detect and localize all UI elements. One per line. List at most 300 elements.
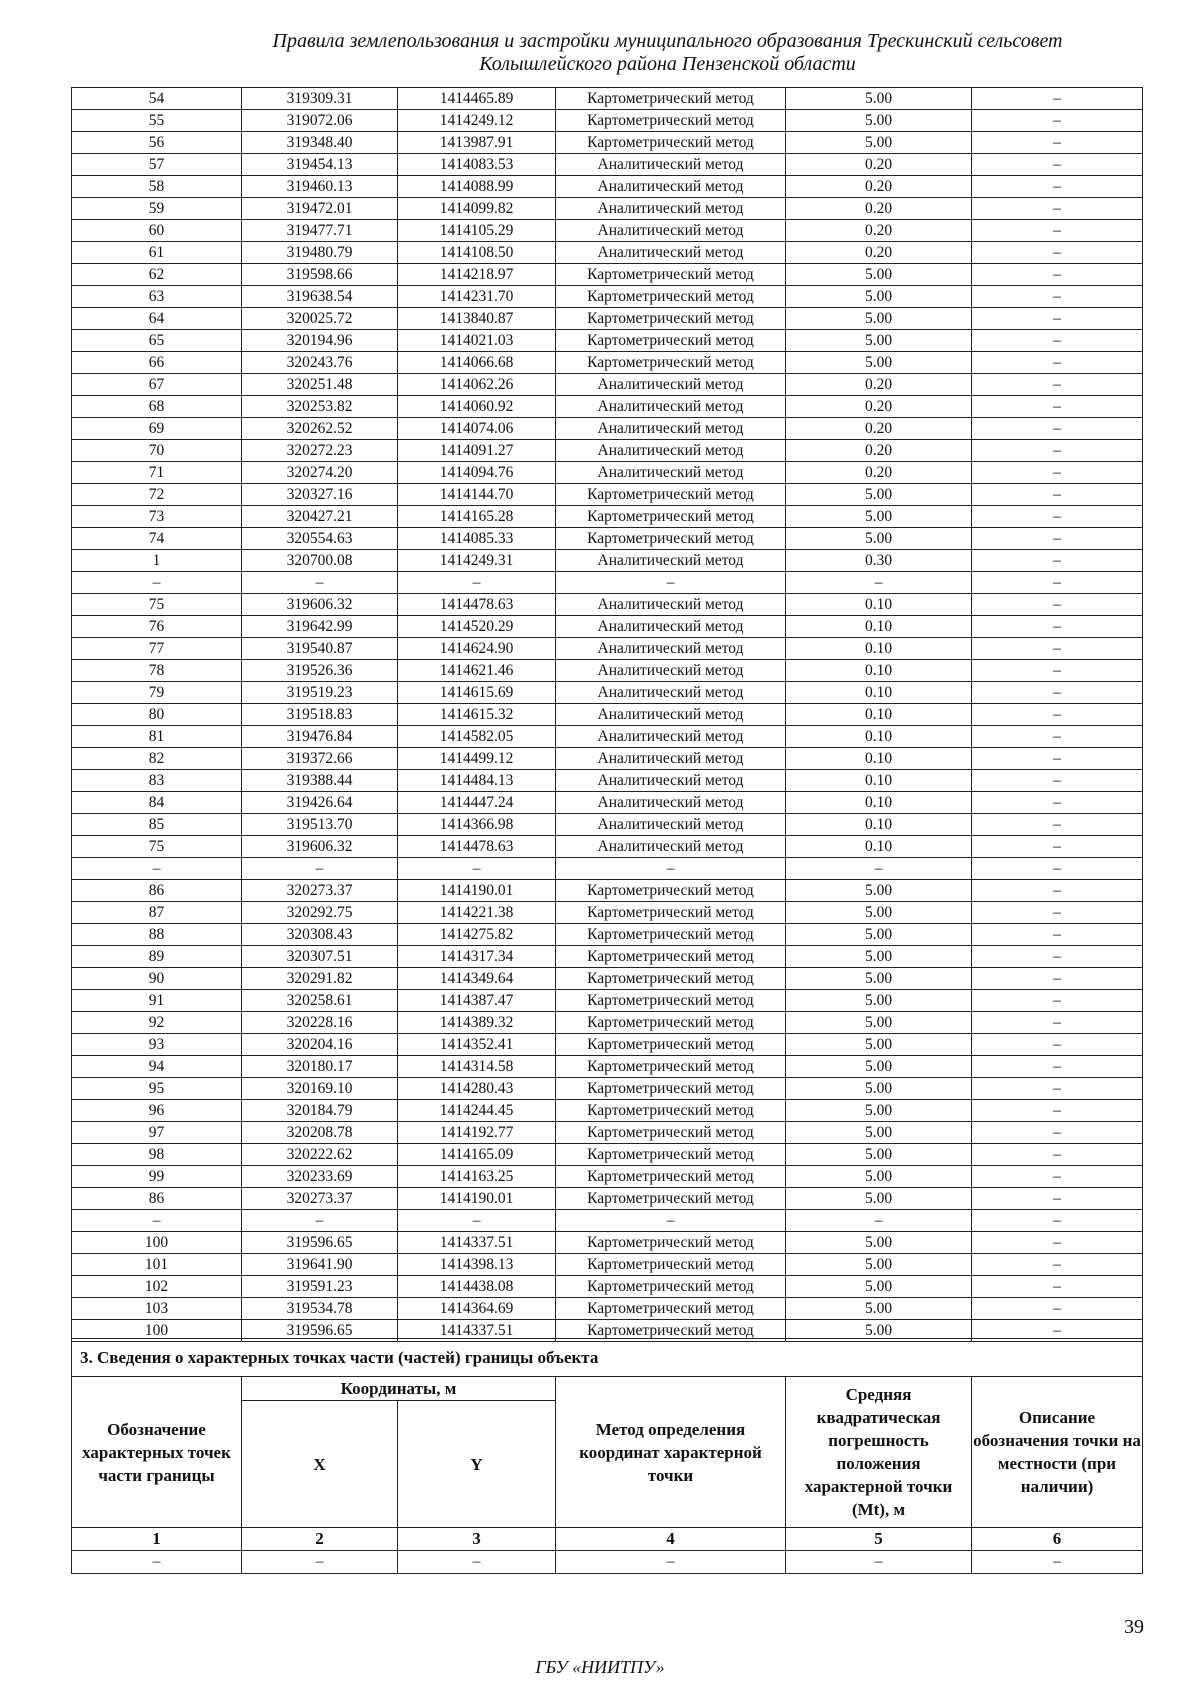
y-coordinate-cell: 1414099.82 [398, 198, 556, 220]
header-error: Средняя квадратическая погрешность положения характерной точки (Mt), м [786, 1377, 972, 1528]
method-cell: Аналитический метод [556, 594, 786, 616]
point-id-cell: 79 [72, 682, 242, 704]
description-cell: – [972, 1078, 1143, 1100]
point-id-cell: 70 [72, 440, 242, 462]
error-cell: 5.00 [786, 1100, 972, 1122]
method-cell: Аналитический метод [556, 726, 786, 748]
x-coordinate-cell: 319348.40 [242, 132, 398, 154]
point-id-cell: 74 [72, 528, 242, 550]
table-row [72, 462, 1143, 484]
y-coordinate-cell: 1414314.58 [398, 1056, 556, 1078]
error-cell: 0.20 [786, 462, 972, 484]
error-cell: 0.10 [786, 726, 972, 748]
table-row [72, 528, 1143, 550]
method-cell: Картометрический метод [556, 1166, 786, 1188]
page-number: 39 [1124, 1616, 1144, 1638]
y-coordinate-cell: 1414085.33 [398, 528, 556, 550]
error-cell: 0.10 [786, 682, 972, 704]
description-cell: – [972, 1298, 1143, 1320]
method-cell: Картометрический метод [556, 1232, 786, 1254]
description-cell: – [972, 660, 1143, 682]
column-number: 4 [556, 1528, 786, 1551]
point-id-cell: 100 [72, 1232, 242, 1254]
x-coordinate-cell: 320228.16 [242, 1012, 398, 1034]
table-row [72, 814, 1143, 836]
x-coordinate-cell: 319596.65 [242, 1232, 398, 1254]
error-cell: 0.20 [786, 396, 972, 418]
error-cell: 5.00 [786, 132, 972, 154]
error-cell: 5.00 [786, 1254, 972, 1276]
point-id-cell: 76 [72, 616, 242, 638]
part-boundary-points-table [71, 1338, 1143, 1574]
point-id-cell: 69 [72, 418, 242, 440]
y-coordinate-cell: – [398, 858, 556, 880]
point-id-cell: 95 [72, 1078, 242, 1100]
description-cell: – [972, 396, 1143, 418]
x-coordinate-cell: 319472.01 [242, 198, 398, 220]
point-id-cell: 96 [72, 1100, 242, 1122]
method-cell: Аналитический метод [556, 550, 786, 572]
point-id-cell: 61 [72, 242, 242, 264]
method-cell: Аналитический метод [556, 220, 786, 242]
x-coordinate-cell: 319526.36 [242, 660, 398, 682]
error-cell: 0.10 [786, 792, 972, 814]
description-cell: – [972, 154, 1143, 176]
table-row [72, 594, 1143, 616]
point-id-cell: 59 [72, 198, 242, 220]
point-id-cell: 101 [72, 1254, 242, 1276]
description-cell: – [972, 1034, 1143, 1056]
method-cell: Аналитический метод [556, 748, 786, 770]
x-coordinate-cell: 320222.62 [242, 1144, 398, 1166]
point-id-cell: 85 [72, 814, 242, 836]
y-coordinate-cell: 1414249.12 [398, 110, 556, 132]
error-cell: 5.00 [786, 330, 972, 352]
table-row [72, 110, 1143, 132]
method-cell: Картометрический метод [556, 330, 786, 352]
method-cell: Картометрический метод [556, 1320, 786, 1342]
y-coordinate-cell: 1414465.89 [398, 88, 556, 110]
description-cell: – [972, 1254, 1143, 1276]
method-cell: Картометрический метод [556, 308, 786, 330]
y-coordinate-cell: 1414105.29 [398, 220, 556, 242]
y-coordinate-cell: 1414387.47 [398, 990, 556, 1012]
table-row [72, 330, 1143, 352]
method-cell: Аналитический метод [556, 660, 786, 682]
y-coordinate-cell: 1414144.70 [398, 484, 556, 506]
y-coordinate-cell: – [398, 1210, 556, 1232]
table-row [72, 726, 1143, 748]
error-cell: 5.00 [786, 484, 972, 506]
x-coordinate-cell: 320274.20 [242, 462, 398, 484]
y-coordinate-cell: 1414478.63 [398, 836, 556, 858]
x-coordinate-cell: 319388.44 [242, 770, 398, 792]
method-cell: Аналитический метод [556, 814, 786, 836]
x-coordinate-cell: 319072.06 [242, 110, 398, 132]
method-cell: Картометрический метод [556, 1100, 786, 1122]
description-cell: – [972, 176, 1143, 198]
x-coordinate-cell: 320307.51 [242, 946, 398, 968]
x-coordinate-cell: 320262.52 [242, 418, 398, 440]
table-row [72, 990, 1143, 1012]
point-id-cell: 86 [72, 1188, 242, 1210]
y-coordinate-cell: 1414074.06 [398, 418, 556, 440]
description-cell: – [972, 506, 1143, 528]
table-row [72, 660, 1143, 682]
x-coordinate-cell: 320169.10 [242, 1078, 398, 1100]
point-id-cell: 67 [72, 374, 242, 396]
y-coordinate-cell: 1414165.28 [398, 506, 556, 528]
description-cell: – [972, 572, 1143, 594]
description-cell: – [972, 550, 1143, 572]
y-coordinate-cell: 1414615.32 [398, 704, 556, 726]
table-row [72, 308, 1143, 330]
table-row [72, 858, 1143, 880]
description-cell: – [972, 220, 1143, 242]
y-coordinate-cell: 1414108.50 [398, 242, 556, 264]
point-id-cell: 86 [72, 880, 242, 902]
point-id-cell: 84 [72, 792, 242, 814]
point-id-cell: 62 [72, 264, 242, 286]
header-coordinates: Координаты, м [242, 1377, 556, 1401]
error-cell: 5.00 [786, 880, 972, 902]
method-cell: Картометрический метод [556, 902, 786, 924]
point-id-cell: 103 [72, 1298, 242, 1320]
table-row [72, 1056, 1143, 1078]
error-cell: 5.00 [786, 924, 972, 946]
point-id-cell: 68 [72, 396, 242, 418]
x-coordinate-cell: 320291.82 [242, 968, 398, 990]
method-cell: Аналитический метод [556, 792, 786, 814]
y-coordinate-cell: 1414218.97 [398, 264, 556, 286]
method-cell: Картометрический метод [556, 1276, 786, 1298]
description-cell: – [972, 374, 1143, 396]
y-coordinate-cell: 1414447.24 [398, 792, 556, 814]
x-coordinate-cell: 320025.72 [242, 308, 398, 330]
method-cell: Аналитический метод [556, 242, 786, 264]
method-cell: Картометрический метод [556, 528, 786, 550]
method-cell: Аналитический метод [556, 418, 786, 440]
table-row [72, 682, 1143, 704]
method-cell: Картометрический метод [556, 990, 786, 1012]
error-cell: 5.00 [786, 88, 972, 110]
point-id-cell: 73 [72, 506, 242, 528]
boundary-points-table-body [72, 88, 1143, 1342]
x-coordinate-cell: 319540.87 [242, 638, 398, 660]
x-coordinate-cell: 319606.32 [242, 836, 398, 858]
y-coordinate-cell: 1414349.64 [398, 968, 556, 990]
table-row [72, 440, 1143, 462]
point-id-cell: 77 [72, 638, 242, 660]
method-cell: Картометрический метод [556, 264, 786, 286]
error-cell: 5.00 [786, 968, 972, 990]
error-cell: 5.00 [786, 1320, 972, 1342]
description-cell: – [972, 704, 1143, 726]
error-cell: 5.00 [786, 308, 972, 330]
table-row [72, 374, 1143, 396]
point-id-cell: 72 [72, 484, 242, 506]
column-number: 3 [398, 1528, 556, 1551]
error-cell: 0.10 [786, 748, 972, 770]
description-cell: – [972, 440, 1143, 462]
column-number: 1 [72, 1528, 242, 1551]
description-cell: – [972, 330, 1143, 352]
description-cell: – [972, 770, 1143, 792]
x-coordinate-cell: 320272.23 [242, 440, 398, 462]
error-cell: 5.00 [786, 1012, 972, 1034]
error-cell: 0.20 [786, 198, 972, 220]
table-row [72, 88, 1143, 110]
x-coordinate-cell: 319460.13 [242, 176, 398, 198]
error-cell: 5.00 [786, 946, 972, 968]
point-id-cell: 81 [72, 726, 242, 748]
point-id-cell: 99 [72, 1166, 242, 1188]
method-cell: Аналитический метод [556, 198, 786, 220]
point-id-cell: 64 [72, 308, 242, 330]
header-x: X [242, 1401, 398, 1528]
description-cell: – [972, 792, 1143, 814]
description-cell: – [972, 110, 1143, 132]
description-cell: – [972, 1276, 1143, 1298]
point-id-cell: 57 [72, 154, 242, 176]
table-row [72, 748, 1143, 770]
y-coordinate-cell: 1414582.05 [398, 726, 556, 748]
description-cell: – [972, 1232, 1143, 1254]
y-coordinate-cell: 1414621.46 [398, 660, 556, 682]
x-coordinate-cell: 320204.16 [242, 1034, 398, 1056]
point-id-cell: 56 [72, 132, 242, 154]
y-coordinate-cell: 1414438.08 [398, 1276, 556, 1298]
point-id-cell: 78 [72, 660, 242, 682]
point-id-cell: 82 [72, 748, 242, 770]
table-row [72, 924, 1143, 946]
x-coordinate-cell: 320208.78 [242, 1122, 398, 1144]
y-coordinate-cell: 1414499.12 [398, 748, 556, 770]
method-cell: Аналитический метод [556, 374, 786, 396]
description-cell: – [972, 308, 1143, 330]
x-coordinate-cell: 320700.08 [242, 550, 398, 572]
table-row [72, 836, 1143, 858]
table-row [72, 132, 1143, 154]
error-cell: 0.20 [786, 176, 972, 198]
error-cell: 5.00 [786, 506, 972, 528]
table-row [72, 902, 1143, 924]
table-row [72, 396, 1143, 418]
point-id-cell: 75 [72, 594, 242, 616]
x-coordinate-cell: 319598.66 [242, 264, 398, 286]
description-cell: – [972, 242, 1143, 264]
point-id-cell: 75 [72, 836, 242, 858]
error-cell: 0.20 [786, 154, 972, 176]
error-cell: 5.00 [786, 902, 972, 924]
description-cell: – [972, 594, 1143, 616]
y-coordinate-cell: 1414615.69 [398, 682, 556, 704]
method-cell: – [556, 572, 786, 594]
column-number: 2 [242, 1528, 398, 1551]
point-id-cell: 93 [72, 1034, 242, 1056]
method-cell: Картометрический метод [556, 1012, 786, 1034]
table-row [72, 1012, 1143, 1034]
table-row [72, 1254, 1143, 1276]
header-description: Описание обозначения точки на местности (при наличии) [972, 1377, 1143, 1528]
x-coordinate-cell: 320180.17 [242, 1056, 398, 1078]
x-coordinate-cell: 320184.79 [242, 1100, 398, 1122]
table-row [72, 352, 1143, 374]
x-coordinate-cell: 319513.70 [242, 814, 398, 836]
y-coordinate-cell: 1414624.90 [398, 638, 556, 660]
description-cell: – [972, 946, 1143, 968]
y-coordinate-cell: 1414088.99 [398, 176, 556, 198]
y-coordinate-cell: 1414083.53 [398, 154, 556, 176]
table-row [72, 264, 1143, 286]
header-line-1: Правила землепользования и застройки муниципального образования Трескинский сельсовет [272, 30, 1063, 52]
y-coordinate-cell: 1414337.51 [398, 1232, 556, 1254]
description-cell: – [972, 352, 1143, 374]
method-cell: Картометрический метод [556, 968, 786, 990]
method-cell: Картометрический метод [556, 286, 786, 308]
error-cell: 5.00 [786, 286, 972, 308]
method-cell: Картометрический метод [556, 880, 786, 902]
method-cell: Картометрический метод [556, 506, 786, 528]
y-coordinate-cell: 1414244.45 [398, 1100, 556, 1122]
y-coordinate-cell: 1414231.70 [398, 286, 556, 308]
y-coordinate-cell: 1414163.25 [398, 1166, 556, 1188]
description-cell: – [972, 1320, 1143, 1342]
table-row [72, 572, 1143, 594]
document-footer: ГБУ «НИИТПУ» [535, 1657, 665, 1677]
description-cell: – [972, 462, 1143, 484]
table-row [72, 1100, 1143, 1122]
point-id-cell: 58 [72, 176, 242, 198]
x-coordinate-cell: 319372.66 [242, 748, 398, 770]
description-cell: – [972, 1100, 1143, 1122]
x-coordinate-cell: 319641.90 [242, 1254, 398, 1276]
error-cell: – [786, 572, 972, 594]
error-cell: 5.00 [786, 1056, 972, 1078]
x-coordinate-cell: 320327.16 [242, 484, 398, 506]
table-row [72, 1166, 1143, 1188]
x-coordinate-cell: 320194.96 [242, 330, 398, 352]
method-cell: Аналитический метод [556, 396, 786, 418]
method-cell: – [556, 1210, 786, 1232]
description-cell: – [972, 858, 1143, 880]
method-cell: Аналитический метод [556, 154, 786, 176]
error-cell: 5.00 [786, 1232, 972, 1254]
description-cell: – [972, 1188, 1143, 1210]
error-cell: 5.00 [786, 110, 972, 132]
y-coordinate-cell: 1413840.87 [398, 308, 556, 330]
description-cell: – [972, 1144, 1143, 1166]
error-cell: 5.00 [786, 1276, 972, 1298]
column-number: 5 [786, 1528, 972, 1551]
description-cell: – [972, 1012, 1143, 1034]
error-cell: 0.10 [786, 638, 972, 660]
error-cell: 5.00 [786, 1166, 972, 1188]
header-method: Метод определения координат характерной точки [556, 1377, 786, 1528]
method-cell: Картометрический метод [556, 1034, 786, 1056]
point-id-cell: 98 [72, 1144, 242, 1166]
y-coordinate-cell: 1413987.91 [398, 132, 556, 154]
x-coordinate-cell: – [242, 858, 398, 880]
x-coordinate-cell: 319477.71 [242, 220, 398, 242]
y-coordinate-cell: 1414062.26 [398, 374, 556, 396]
x-coordinate-cell: 320233.69 [242, 1166, 398, 1188]
error-cell: 0.20 [786, 220, 972, 242]
y-coordinate-cell: 1414190.01 [398, 880, 556, 902]
error-cell: 5.00 [786, 1144, 972, 1166]
method-cell: Картометрический метод [556, 132, 786, 154]
point-id-cell: 90 [72, 968, 242, 990]
point-id-cell: 91 [72, 990, 242, 1012]
table-row [72, 968, 1143, 990]
x-coordinate-cell: 319480.79 [242, 242, 398, 264]
method-cell: Аналитический метод [556, 682, 786, 704]
empty-cell: – [72, 1551, 242, 1574]
table-row [72, 198, 1143, 220]
y-coordinate-cell: 1414091.27 [398, 440, 556, 462]
method-cell: Картометрический метод [556, 1144, 786, 1166]
method-cell: – [556, 858, 786, 880]
header-y: Y [398, 1401, 556, 1528]
description-cell: – [972, 484, 1143, 506]
table-row [72, 946, 1143, 968]
y-coordinate-cell: 1414221.38 [398, 902, 556, 924]
description-cell: – [972, 528, 1143, 550]
section-3-title: 3. Сведения о характерных точках части (частей) границы объекта [72, 1339, 1143, 1377]
description-cell: – [972, 418, 1143, 440]
y-coordinate-cell: 1414398.13 [398, 1254, 556, 1276]
description-cell: – [972, 638, 1143, 660]
description-cell: – [972, 748, 1143, 770]
description-cell: – [972, 1122, 1143, 1144]
x-coordinate-cell: 320308.43 [242, 924, 398, 946]
point-id-cell: 66 [72, 352, 242, 374]
description-cell: – [972, 902, 1143, 924]
table-row [72, 704, 1143, 726]
description-cell: – [972, 88, 1143, 110]
table-row [72, 506, 1143, 528]
table-row [72, 1276, 1143, 1298]
method-cell: Аналитический метод [556, 836, 786, 858]
error-cell: 5.00 [786, 1034, 972, 1056]
y-coordinate-cell: 1414190.01 [398, 1188, 556, 1210]
description-cell: – [972, 968, 1143, 990]
x-coordinate-cell: 319534.78 [242, 1298, 398, 1320]
error-cell: 5.00 [786, 528, 972, 550]
error-cell: 5.00 [786, 264, 972, 286]
point-id-cell: 88 [72, 924, 242, 946]
x-coordinate-cell: – [242, 572, 398, 594]
table-row [72, 638, 1143, 660]
point-id-cell: 97 [72, 1122, 242, 1144]
table-row [72, 1034, 1143, 1056]
table-row [72, 550, 1143, 572]
table-row [72, 176, 1143, 198]
method-cell: Картометрический метод [556, 1056, 786, 1078]
point-id-cell: 55 [72, 110, 242, 132]
point-id-cell: 94 [72, 1056, 242, 1078]
error-cell: 5.00 [786, 1188, 972, 1210]
table-row [72, 1188, 1143, 1210]
point-id-cell: 71 [72, 462, 242, 484]
y-coordinate-cell: 1414060.92 [398, 396, 556, 418]
description-cell: – [972, 286, 1143, 308]
method-cell: Аналитический метод [556, 770, 786, 792]
point-id-cell: 1 [72, 550, 242, 572]
description-cell: – [972, 814, 1143, 836]
y-coordinate-cell: 1414165.09 [398, 1144, 556, 1166]
y-coordinate-cell: 1414520.29 [398, 616, 556, 638]
